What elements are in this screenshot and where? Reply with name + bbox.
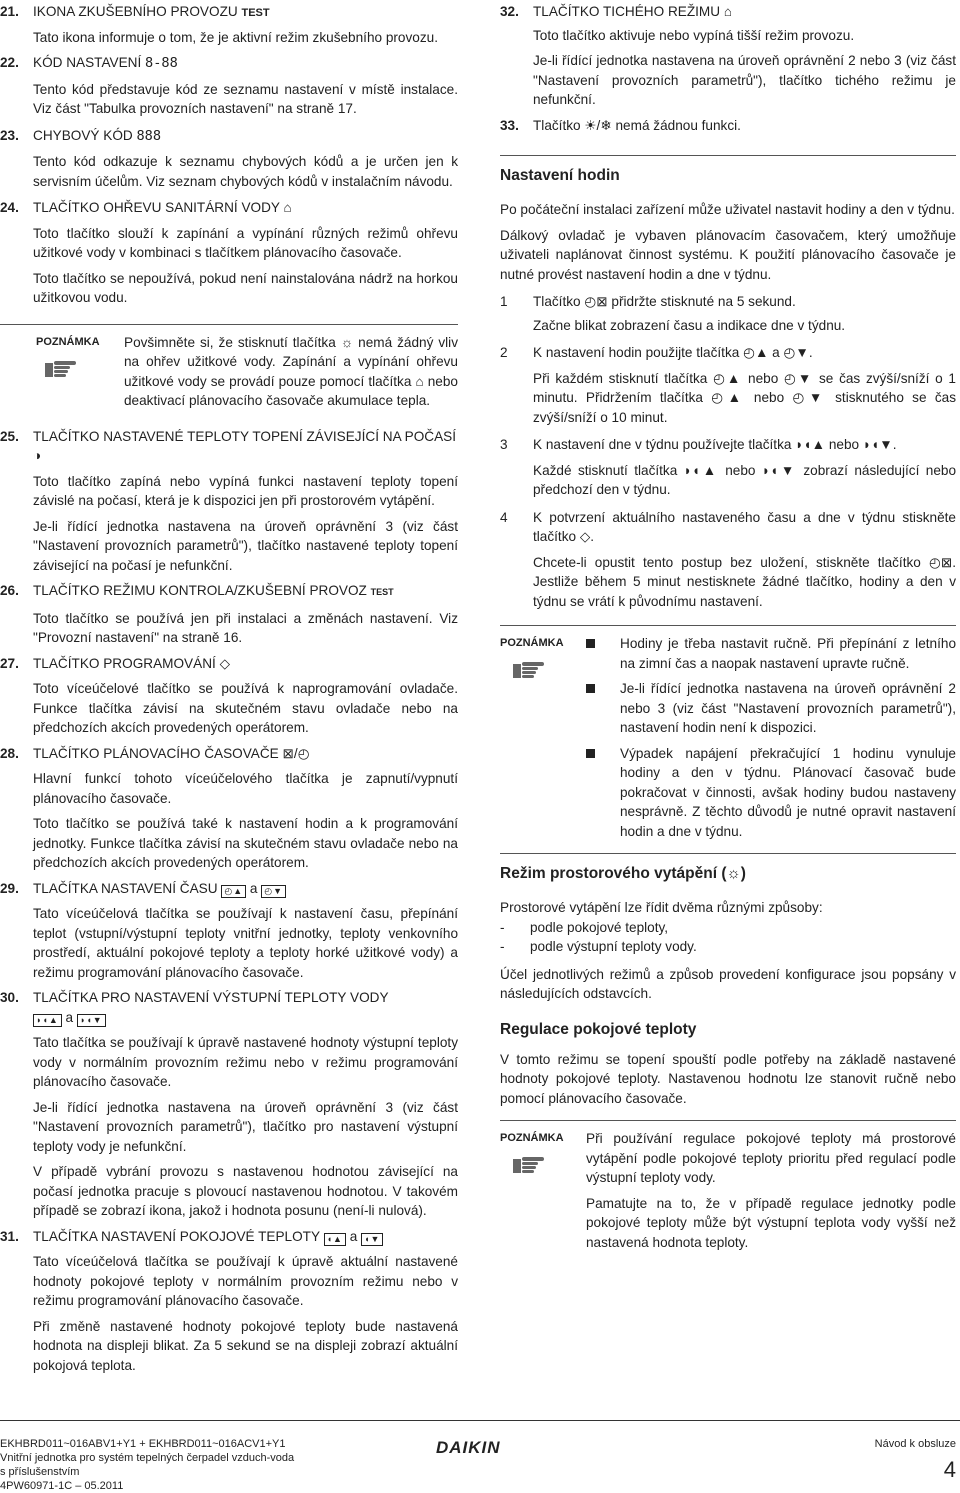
footer-docnum: 4PW60971-1C – 05.2011 — [0, 1480, 124, 1492]
daikin-logo: DAIKIN — [436, 1438, 501, 1457]
item-number: 25. — [0, 428, 19, 444]
step-number: 3 — [500, 437, 508, 452]
step-number: 2 — [500, 345, 508, 360]
note-text: Povšimněte si, že stisknutí tlačítka ☼ nemá žádný vliv na ohřev užitkové vody. Zapínání a vypínání ohřevu užitkové vody se provádí pouze pomocí tlačítka ⌂ nebo deaktivací plánovacího časovače akumulace tepla. — [124, 334, 458, 408]
step-3 — [500, 435, 956, 500]
page-footer — [0, 1420, 960, 1493]
item-title: TLAČÍTKO TICHÉHO REŽIMU — [533, 4, 721, 19]
test-mode-icon: TEST — [370, 587, 394, 597]
step-line: K nastavení dne v týdnu používejte tlačítka ◗◖▲ nebo ◗◖▼. — [533, 437, 897, 452]
pointing-hand-icon — [512, 1153, 546, 1175]
regulation-note — [500, 1120, 956, 1252]
item-number: 31. — [0, 1228, 19, 1244]
item-title: Tlačítko ☀/❄ nemá žádnou funkci. — [533, 117, 741, 133]
item-number: 29. — [0, 880, 19, 896]
water-temp-down-icon: ◗◖▼ — [77, 1014, 106, 1027]
item-30-text-1: Tato tlačítka se používají k úpravě nastavené hodnoty výstupní teploty vody v normálním provozním režimu nebo v režimu programování plánovacího časovače. — [33, 1035, 458, 1089]
step-number: 4 — [500, 509, 508, 525]
pointing-hand-icon — [512, 658, 546, 680]
divider — [500, 853, 956, 854]
footer-right — [875, 1437, 956, 1483]
item-title: IKONA ZKUŠEBNÍHO PROVOZU — [33, 4, 238, 19]
step-line: K potvrzení aktuálního nastaveného času a dne v týdnu stiskněte tlačítko ◇. — [533, 509, 956, 544]
note-label: POZNÁMKA — [500, 1132, 564, 1144]
item-26 — [0, 581, 458, 603]
item-title: TLAČÍTKO REŽIMU KONTROLA/ZKUŠEBNÍ PROVOZ — [33, 583, 367, 598]
footer-model: EKHBRD011~016ABV1+Y1 + EKHBRD011~016ACV1+Y1 — [0, 1438, 286, 1450]
time-up-icon: ◴▲ — [221, 885, 246, 898]
note-label: POZNÁMKA — [36, 335, 100, 348]
item-number: 27. — [0, 655, 19, 671]
weather-icon: ◑ — [33, 448, 42, 463]
time-down-icon: ◴▼ — [261, 885, 286, 898]
footer-desc: Vnitřní jednotka pro systém tepelných čerpadel vzduch-voda — [0, 1452, 295, 1464]
timer-icon: ⊠/◴ — [282, 745, 310, 761]
item-27 — [0, 654, 458, 674]
item-23 — [0, 126, 458, 147]
step-line: Tlačítko ◴⊠ přidržte stisknuté na 5 sekund. — [533, 294, 796, 309]
item-27-text: Toto víceúčelové tlačítko se používá k naprogramování ovladače. Funkce tlačítka závisí na skutečném stavu ovladače nebo na předchozích akcích provedených operátorem. — [33, 681, 458, 735]
item-title: TLAČÍTKO NASTAVENÉ TEPLOTY TOPENÍ ZÁVISEJÍCÍ NA POČASÍ — [33, 428, 457, 444]
step-number: 1 — [500, 294, 508, 309]
item-number: 24. — [0, 200, 19, 215]
item-24-text-2: Toto tlačítko se nepoužívá, pokud není nainstalována nádrž na horkou užitkovou vodu. — [33, 270, 458, 305]
item-28-text-1: Hlavní funkcí tohoto víceúčelového tlačítka je zapnutí/vypnutí plánovacího časovače. — [33, 771, 458, 806]
dash-item: - podle výstupní teploty vody. — [500, 937, 956, 957]
item-22 — [0, 53, 458, 74]
item-25-text-2: Je-li řídící jednotka nastavena na úroveň oprávnění 3 (viz část "Nastavení provozních parametrů"), tlačítko nastavené teploty topení závisející na počasí je nefunkční. — [33, 518, 458, 573]
item-number: 26. — [0, 583, 19, 598]
item-number: 28. — [0, 745, 19, 761]
item-number: 22. — [0, 55, 19, 70]
item-25-text-1: Toto tlačítko zapíná nebo vypíná funkci nastavení teploty topení závislé na počasí, která je k dispozici jen při prostorovém vytápění. — [33, 473, 458, 508]
note-bullet: Hodiny je třeba nastavit ručně. Při přepínání z letního na zimní čas a naopak nastavení upravte ručně. — [586, 634, 956, 673]
step-line: Chcete-li opustit tento postup bez uložení, stiskněte tlačítko ◴⊠. Jestliže během 5 minut nestisknete žádné tlačítko, hodiny a den v týdnu se vrátí k původnímu nastavení. — [533, 554, 956, 609]
test-icon: TEST — [241, 7, 270, 19]
note-bullets — [586, 634, 956, 841]
item-24 — [0, 198, 458, 218]
item-title: TLAČÍTKA PRO NASTAVENÍ VÝSTUPNÍ TEPLOTY VODY — [33, 990, 389, 1005]
item-24-text-1: Toto tlačítko slouží k zapínání a vypínání různých režimů ohřevu užitkové vody v kombinaci s tlačítkem plánovacího časovače. — [33, 225, 458, 260]
item-29: 29. TLAČÍTKA NASTAVENÍ ČASU ◴▲ a ◴▼ — [0, 879, 458, 899]
section-heading-space-heating: Režim prostorového vytápění (☼) — [500, 865, 746, 882]
clock-intro-1: Po počáteční instalaci zařízení může uživatel nastavit hodiny a den v týdnu. — [500, 202, 955, 217]
footer-left — [0, 1437, 360, 1493]
step-line: K nastavení hodin použijte tlačítka ◴▲ a ◴▼. — [533, 345, 813, 360]
room-temp-up-icon: ◖▲ — [324, 1233, 346, 1246]
note-label: POZNÁMKA — [500, 637, 564, 649]
space-heating-intro: Prostorové vytápění lze řídit dvěma různými způsoby: — [500, 900, 823, 915]
item-33 — [500, 116, 956, 136]
left-column — [0, 0, 458, 1375]
error-code-icon: 888 — [136, 127, 162, 144]
footer-doc-title: Návod k obsluze — [874, 1438, 956, 1450]
item-28 — [0, 744, 458, 764]
item-number: 32. — [500, 4, 519, 19]
item-32-text-2: Je-li řídící jednotka nastavena na úroveň oprávnění 2 nebo 3 (viz část "Nastavení provozních parametrů"), tlačítko tichého režimu je nefunkční. — [533, 53, 956, 107]
item-26-text: Toto tlačítko se používá jen při instalaci a změnách nastavení. Viz "Provozní nastavení" na straně 16. — [33, 610, 458, 645]
section-heading-clock: Nastavení hodin — [500, 167, 620, 184]
step-2 — [500, 343, 956, 427]
space-heating-text: Účel jednotlivých režimů a způsob provedení konfigurace jsou popsány v následujících odstavcích. — [500, 966, 956, 1001]
quiet-mode-icon: ⌂ — [723, 4, 733, 19]
item-31-text-1: Tato víceúčelová tlačítka se používají k úpravě aktuální nastavené hodnoty pokojové teploty v normálním provozním režimu nebo v režimu programování plánovacího časovače. — [33, 1254, 458, 1308]
note-paragraph: Při používání regulace pokojové teploty má prostorové vytápění podle pokojové teploty prioritu před regulací podle výstupní teploty vody. — [586, 1131, 956, 1185]
program-icon: ◇ — [219, 655, 231, 671]
item-30: 30. TLAČÍTKA PRO NASTAVENÍ VÝSTUPNÍ TEPLOTY VODY ◗◖▲ a ◗◖▼ — [0, 988, 458, 1027]
divider — [500, 155, 956, 156]
item-23-text: Tento kód odkazuje k seznamu chybových kódů a je určen jen k servisním účelům. Viz seznam chybových kódů v instalačním návodu. — [33, 154, 458, 189]
item-30-text-3: V případě vybrání provozu s nastavenou hodnotou závisející na počasí jednotka pracuje s plovoucí nastavenou hodnotou. V takovém případě se zobrazí ikona, jakož i hodnota posunu (není-li nulová). — [33, 1164, 458, 1218]
step-line: Začne blikat zobrazení času a indikace dne v týdnu. — [533, 317, 846, 333]
item-31-text-2: Při změně nastavené hodnoty pokojové teploty bude nastavená hodnota na displeji blikat. Za 5 sekund se na displeji zobrazí aktuální pokojová teplota. — [33, 1318, 458, 1373]
item-number: 33. — [500, 117, 519, 133]
step-4 — [500, 508, 956, 612]
dash-item: - podle pokojové teploty, — [500, 918, 956, 938]
item-32-text-1: Toto tlačítko aktivuje nebo vypíná tišší režim provozu. — [533, 27, 855, 43]
item-22-text: Tento kód představuje kód ze seznamu nastavení v místě instalace. Viz část "Tabulka provozních nastavení" na straně 17. — [33, 81, 458, 116]
clock-note — [500, 625, 956, 841]
item-title: TLAČÍTKO PLÁNOVACÍHO ČASOVAČE — [33, 745, 279, 761]
item-25 — [0, 427, 458, 466]
item-number: 23. — [0, 127, 19, 143]
step-line: Při každém stisknutí tlačítka ◴▲ nebo ◴▼ se čas zvýší/sníží o 1 minutu. Přidržením tlačítka ◴▲ nebo ◴▼ stisknutého se čas zvýší/sníží o 10 minut. — [533, 370, 956, 425]
item-21-text: Tato ikona informuje o tom, že je aktivní režim zkušebního provozu. — [33, 29, 438, 45]
item-number: 30. — [0, 990, 19, 1005]
item-title: TLAČÍTKO OHŘEVU SANITÁRNÍ VODY — [33, 200, 280, 215]
item-title: KÓD NASTAVENÍ — [33, 55, 142, 70]
item-32 — [500, 2, 956, 22]
water-temp-up-icon: ◗◖▲ — [33, 1014, 62, 1027]
item-29-text: Tato víceúčelová tlačítka se používají k nastavení času, přepínání teplot (vstupní/výstupní teploty vnitřní jednotky, teploty venkovního prostředí, aktuální pokojové teploty a teploty horké užitkové vody) a režimu programování plánovacího časovače. — [33, 906, 458, 980]
right-column — [500, 0, 956, 1252]
room-temp-down-icon: ◖▼ — [361, 1233, 383, 1246]
note-bullet: Je-li řídící jednotka nastavena na úroveň oprávnění 2 nebo 3 (viz část "Nastavení provozních parametrů"), nastavení hodin není k dispozici. — [586, 679, 956, 738]
clock-steps — [500, 292, 956, 611]
item-title: TLAČÍTKO PROGRAMOVÁNÍ — [33, 655, 216, 671]
water-tap-icon: ⌂ — [283, 200, 292, 215]
item-title: CHYBOVÝ KÓD — [33, 127, 133, 143]
clock-intro-2: Dálkový ovladač je vybaven plánovacím časovačem, který umožňuje uživateli naplánovat činnost systému. K použití plánovacího časovače je nutné provést nastavení hodin a dne v týdnu. — [500, 227, 956, 282]
item-title: TLAČÍTKA NASTAVENÍ POKOJOVÉ TEPLOTY — [33, 1228, 320, 1244]
item-28-text-2: Toto tlačítko se používá také k nastavení hodin a k programování jednotky. Funkce tlačítka závisí na skutečném stavu ovladače nebo na předchozích akcích provedených operátorem. — [33, 816, 458, 870]
item-30-text-2: Je-li řídící jednotka nastavena na úroveň oprávnění 3 (viz část "Nastavení provozních parametrů"), tlačítko pro nastavení výstupní teploty vody je nefunkční. — [33, 1099, 458, 1154]
item-21 — [0, 2, 458, 24]
page-number: 4 — [943, 1457, 956, 1482]
setting-code-icon: 8-88 — [145, 55, 178, 71]
step-line: Každé stisknutí tlačítka ◗◖▲ nebo ◗◖▼ zobrazí následující nebo předchozí den v týdnu. — [533, 462, 956, 497]
step-1 — [500, 292, 956, 335]
footer-desc-2: s příslušenstvím — [0, 1466, 80, 1478]
section-heading-room-regulation: Regulace pokojové teploty — [500, 1020, 697, 1038]
note-paragraph: Pamatujte na to, že v případě regulace jednotky podle pokojové teploty může být výstupní teplota vody vyšší než nastavená hodnota teploty. — [586, 1195, 956, 1250]
note-box — [0, 324, 458, 411]
pointing-hand-icon — [44, 357, 78, 379]
note-bullet: Výpadek napájení překračující 1 hodinu vynuluje hodiny a den v týdnu. Plánovací časovač bude pokračovat v činnosti, avšak hodiny budou nastaveny nesprávně. Z těchto důvodů je nutné opravit nastavení hodin a dne v týdnu. — [586, 744, 956, 842]
item-31: 31. TLAČÍTKA NASTAVENÍ POKOJOVÉ TEPLOTY ◖▲ a ◖▼ — [0, 1227, 458, 1247]
item-title: TLAČÍTKA NASTAVENÍ ČASU — [33, 880, 218, 896]
item-number: 21. — [0, 4, 19, 19]
regulation-text: V tomto režimu se topení spouští podle potřeby na základě nastavené hodnoty pokojové teploty. Nastavenou hodnotu lze stanovit ručně nebo pomocí plánovacího časovače. — [500, 1051, 956, 1106]
